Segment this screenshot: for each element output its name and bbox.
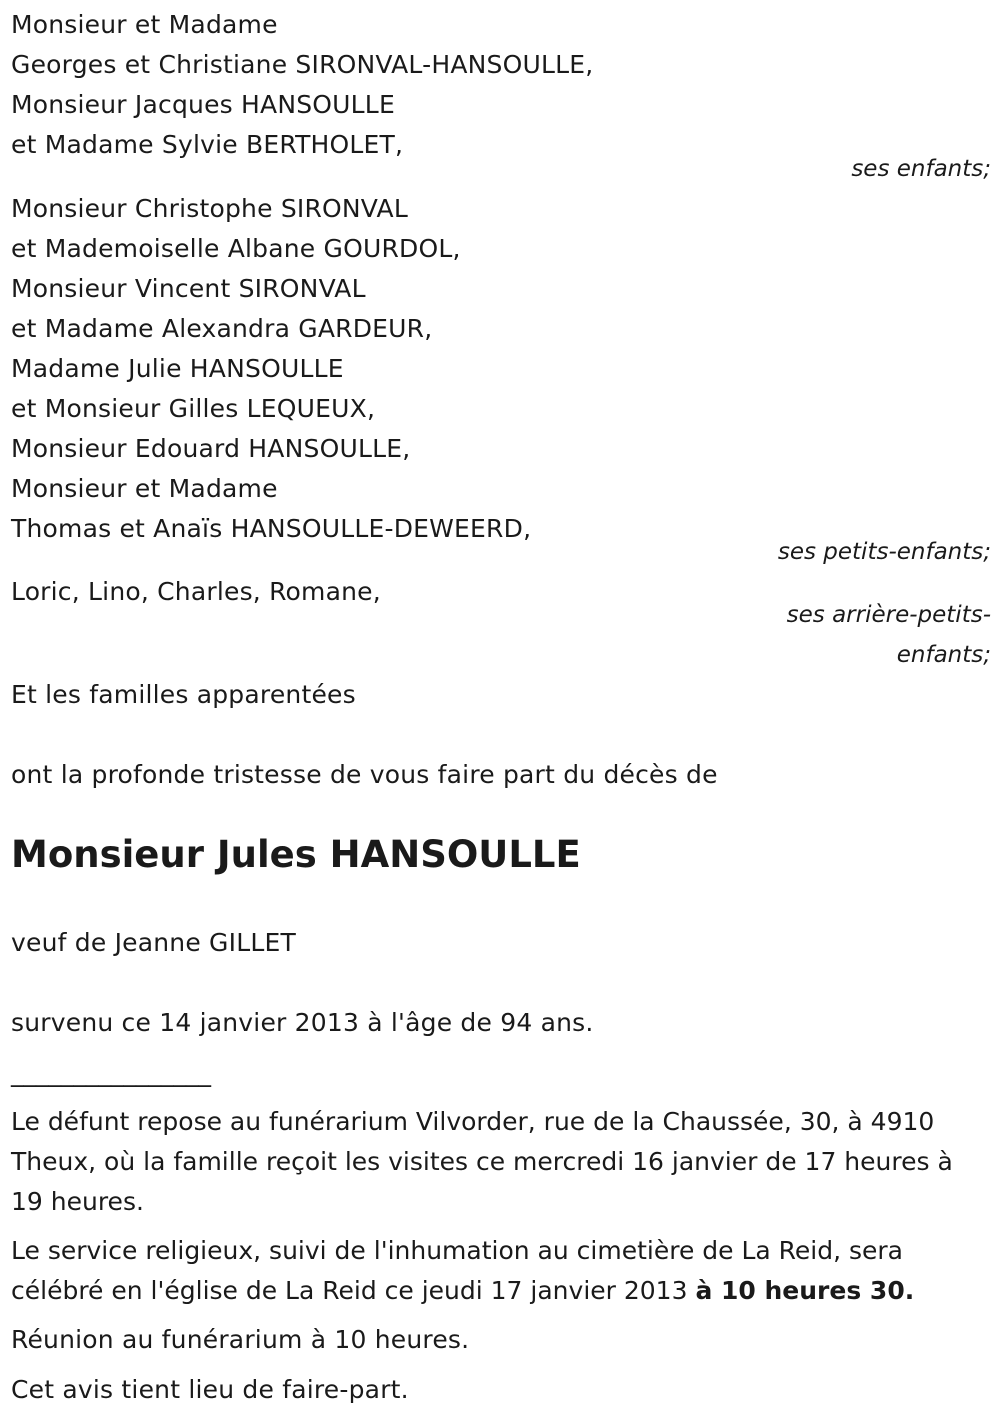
service-text: Le service religieux, suivi de l'inhumation au cimetière de La Reid, sera célébré en l'église de La Reid ce jeudi 17 janvier 2013 <box>11 1236 904 1305</box>
widower-text: veuf de Jeanne GILLET <box>11 928 296 957</box>
meeting-info: Réunion au funérarium à 10 heures. <box>11 1325 470 1354</box>
grandchildren-block <box>11 189 991 549</box>
family-line: Monsieur Edouard HANSOULLE, <box>11 434 411 463</box>
funeral-home-info: Le défunt repose au funérarium Vilvorder, rue de la Chaussée, 30, à 4910 Theux, où la famille reçoit les visites ce mercredi 16 janvier de 17 heures à 19 heures. <box>11 1107 953 1216</box>
death-info: survenu ce 14 janvier 2013 à l'âge de 94 ans. <box>11 1008 594 1037</box>
family-line: et Monsieur Gilles LEQUEUX, <box>11 394 376 423</box>
family-line: Monsieur Christophe SIRONVAL <box>11 194 408 223</box>
family-line: Loric, Lino, Charles, Romane, <box>11 577 381 606</box>
family-line: Monsieur et Madame <box>11 10 278 39</box>
related-families: Et les familles apparentées <box>11 680 356 709</box>
great-grandchildren-role: ses arrière-petits- <box>786 602 991 628</box>
family-line: Monsieur et Madame <box>11 474 278 503</box>
family-line: et Mademoiselle Albane GOURDOL, <box>11 234 461 263</box>
separator-line: ________________ <box>11 1058 211 1087</box>
family-line: Monsieur Jacques HANSOULLE <box>11 90 395 119</box>
family-line: Thomas et Anaïs HANSOULLE-DEWEERD, <box>11 514 532 543</box>
notice-text: Cet avis tient lieu de faire-part. <box>11 1375 409 1404</box>
family-line: Georges et Christiane SIRONVAL-HANSOULLE, <box>11 50 594 79</box>
children-role: ses enfants; <box>851 156 991 182</box>
deceased-name: Monsieur Jules HANSOULLE <box>11 833 581 876</box>
children-block <box>11 5 991 165</box>
family-line: Madame Julie HANSOULLE <box>11 354 344 383</box>
family-line: Monsieur Vincent SIRONVAL <box>11 274 366 303</box>
great-grandchildren-role-cont: enfants; <box>896 642 991 668</box>
family-line: et Madame Sylvie BERTHOLET, <box>11 130 404 159</box>
service-info <box>11 1231 991 1311</box>
service-time: à 10 heures 30. <box>695 1276 915 1305</box>
announcement-text: ont la profonde tristesse de vous faire part du décès de <box>11 760 718 789</box>
grandchildren-role: ses petits-enfants; <box>777 539 991 565</box>
family-line: et Madame Alexandra GARDEUR, <box>11 314 433 343</box>
